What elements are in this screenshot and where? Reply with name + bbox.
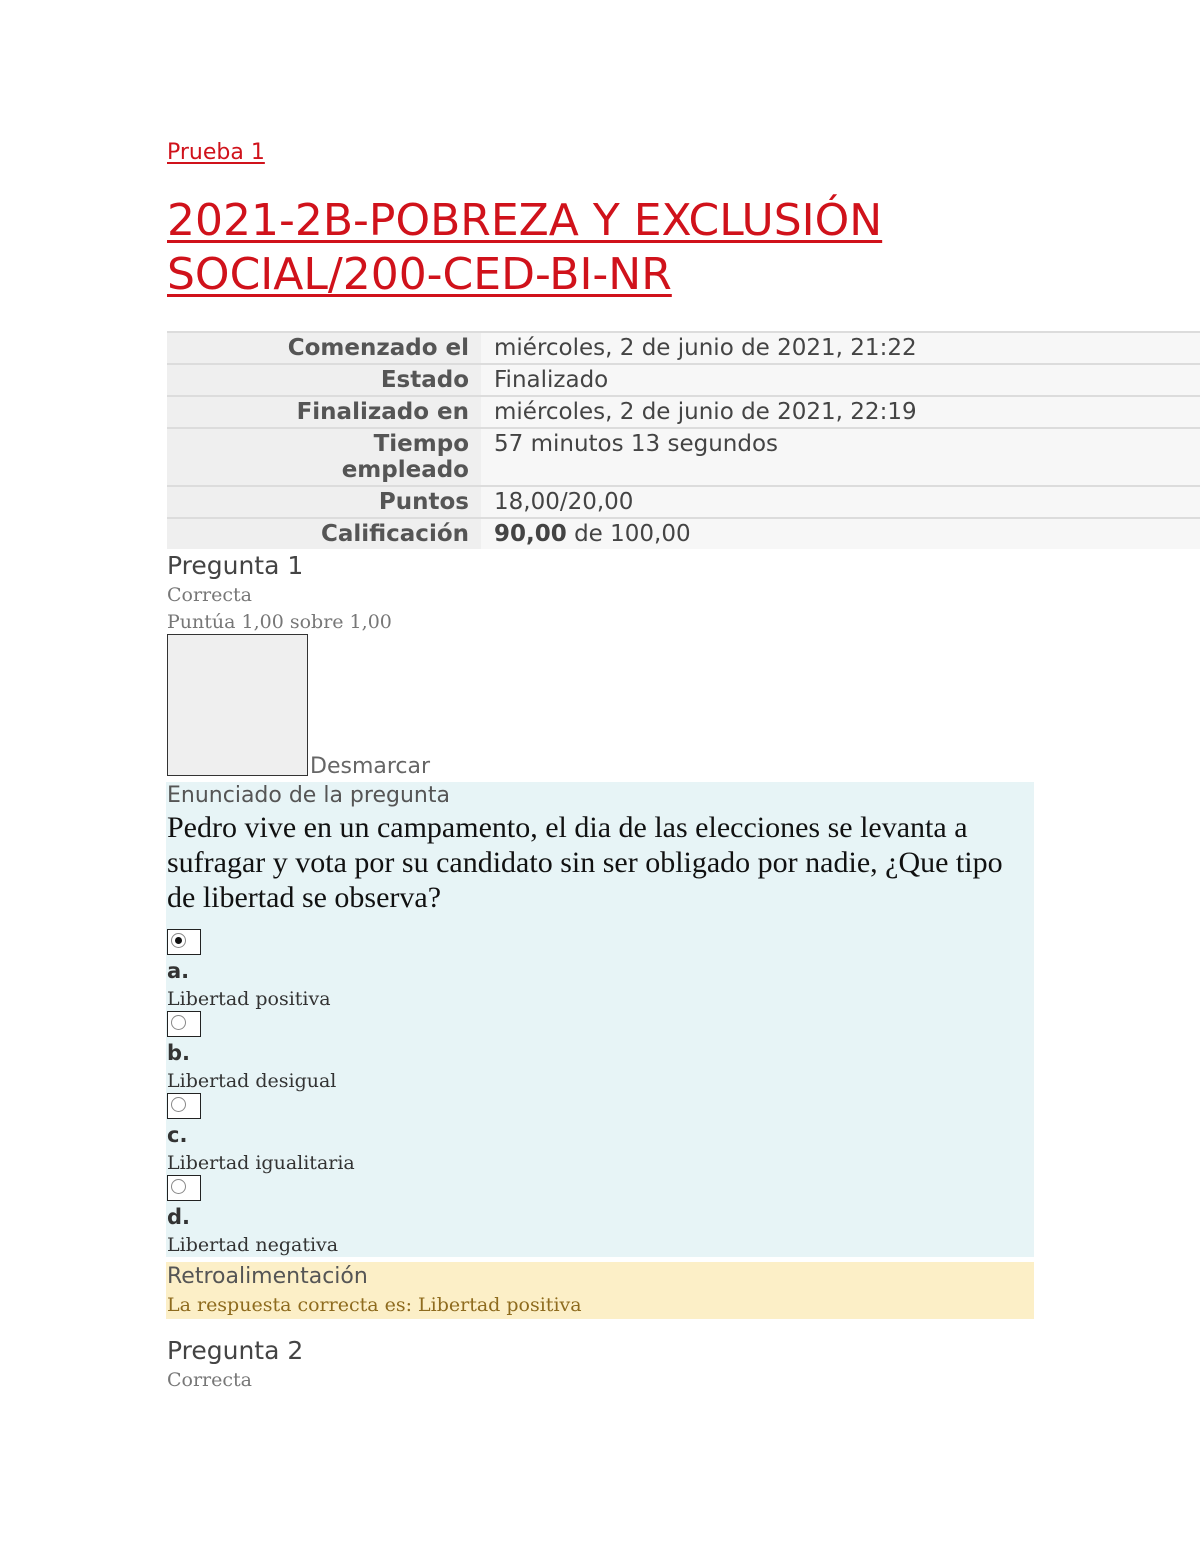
grade-total: de 100,00: [566, 521, 691, 547]
summary-value: 57 minutos 13 segundos: [481, 428, 1200, 486]
question-1-state: Correcta: [167, 584, 252, 606]
option-a-radio[interactable]: [167, 929, 201, 955]
radio-unchecked-icon: [171, 1179, 186, 1194]
summary-label: Calificación: [167, 518, 481, 549]
feedback-label: Retroalimentación: [167, 1264, 368, 1289]
summary-value: Finalizado: [481, 364, 1200, 396]
radio-unchecked-icon: [171, 1015, 186, 1030]
question-1-feedback: [166, 1262, 1034, 1319]
course-title-text: 2021-2B-POBREZA Y EXCLUSIÓN SOCIAL/200-CED-BI-NR: [167, 195, 883, 300]
summary-value: miércoles, 2 de junio de 2021, 22:19: [481, 396, 1200, 428]
question-1-formulation: [166, 782, 1034, 1257]
summary-row-started: [167, 332, 1200, 364]
summary-row-grade: [167, 518, 1200, 549]
summary-value: [481, 518, 1200, 549]
question-2-heading: Pregunta 2: [167, 1336, 304, 1365]
radio-checked-icon: [171, 933, 186, 948]
option-b-letter: b.: [167, 1041, 191, 1065]
option-d-radio[interactable]: [167, 1175, 201, 1201]
summary-value: miércoles, 2 de junio de 2021, 21:22: [481, 332, 1200, 364]
feedback-text: La respuesta correcta es: Libertad positiva: [167, 1294, 582, 1316]
course-title-link[interactable]: [167, 194, 987, 302]
quiz-summary-table: [167, 331, 1200, 549]
option-c-text[interactable]: Libertad igualitaria: [167, 1152, 355, 1174]
grade-score: 90,00: [494, 521, 567, 547]
option-d-letter: d.: [167, 1205, 191, 1229]
summary-label: Tiempo empleado: [167, 428, 481, 486]
option-b-radio[interactable]: [167, 1011, 201, 1037]
option-c-radio[interactable]: [167, 1093, 201, 1119]
summary-value: 18,00/20,00: [481, 486, 1200, 518]
unflag-link[interactable]: Desmarcar: [310, 754, 431, 779]
summary-label: Finalizado en: [167, 396, 481, 428]
formulation-label: Enunciado de la pregunta: [167, 783, 450, 808]
question-1-grade: Puntúa 1,00 sobre 1,00: [167, 611, 392, 633]
option-c-letter: c.: [167, 1123, 188, 1147]
breadcrumb-link-prueba[interactable]: Prueba 1: [167, 140, 265, 165]
summary-row-points: [167, 486, 1200, 518]
summary-row-time-taken: [167, 428, 1200, 486]
option-b-text[interactable]: Libertad desigual: [167, 1070, 337, 1092]
summary-label: Puntos: [167, 486, 481, 518]
summary-row-state: [167, 364, 1200, 396]
summary-label: Estado: [167, 364, 481, 396]
question-1-heading: Pregunta 1: [167, 551, 304, 580]
summary-label: Comenzado el: [167, 332, 481, 364]
option-a-text[interactable]: Libertad positiva: [167, 988, 331, 1010]
radio-unchecked-icon: [171, 1097, 186, 1112]
option-d-text[interactable]: Libertad negativa: [167, 1234, 339, 1256]
question-1-text: Pedro vive en un campamento, el dia de las elecciones se levanta a sufragar y vota por su candidato sin ser obligado por nadie, ¿Que tipo de libertad se observa?: [167, 811, 1003, 914]
flag-question-icon[interactable]: [167, 634, 308, 776]
question-2-state: Correcta: [167, 1369, 252, 1391]
option-a-letter: a.: [167, 959, 190, 983]
summary-row-finished: [167, 396, 1200, 428]
